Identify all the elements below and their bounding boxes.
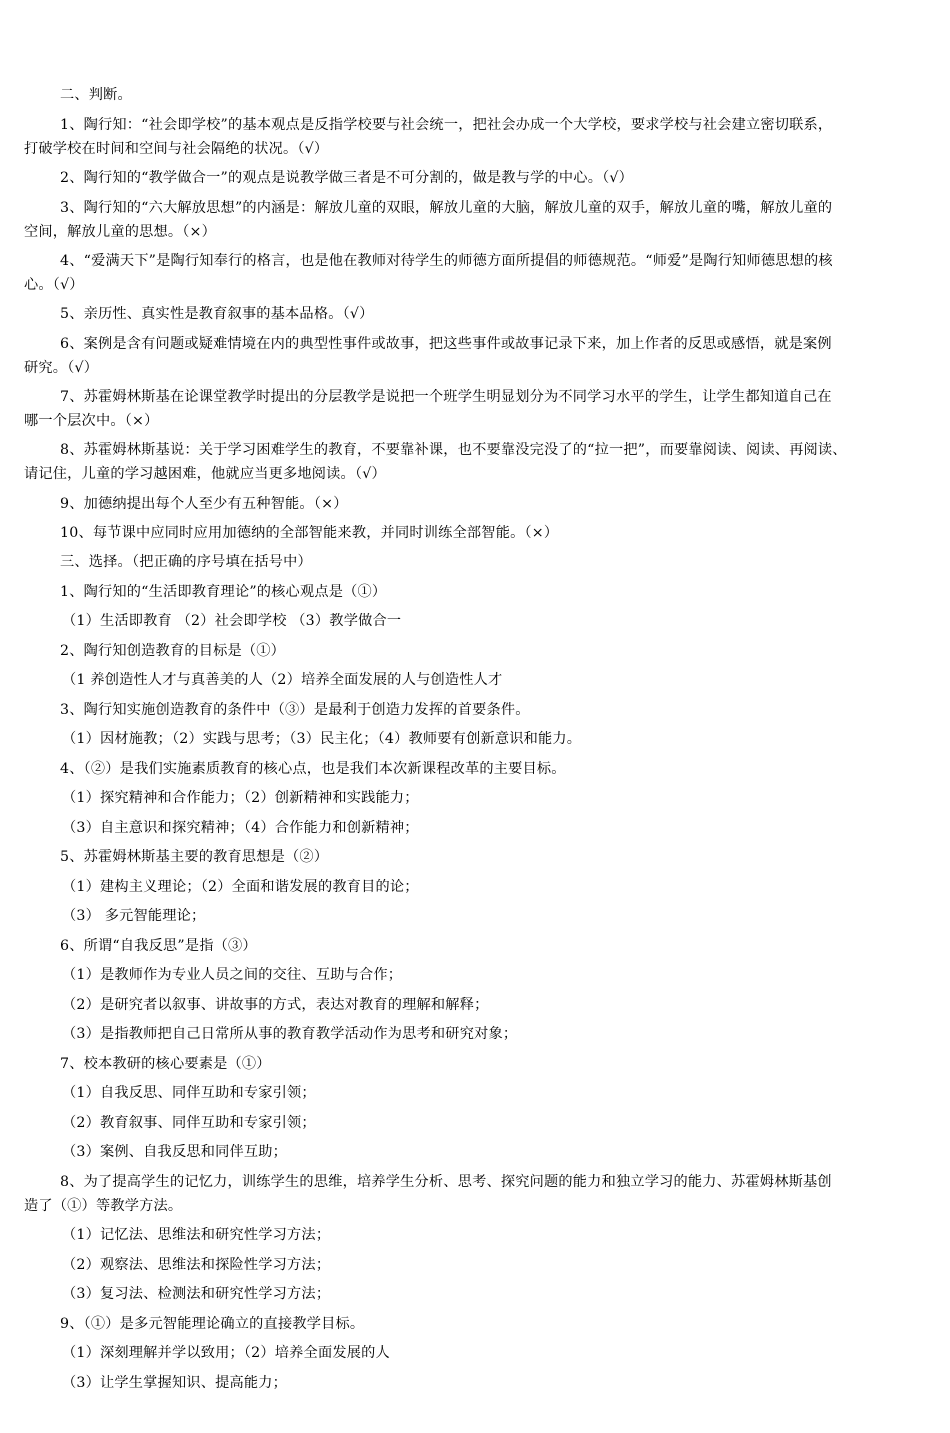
judgment-q6-line1: 6、案例是含有问题或疑难情境在内的典型性事件或故事，把这些事件或故事记录下来，加上作者的反思或感悟，就是案例 — [60, 336, 832, 352]
judgment-q6-line2: 研究。（√） — [24, 360, 99, 376]
judgment-q10: 10、每节课中应同时应用加德纳的全部智能来教，并同时训练全部智能。（×） — [60, 525, 559, 541]
choice-q4: 4、（②）是我们实施素质教育的核心点，也是我们本次新课程改革的主要目标。 — [60, 761, 566, 777]
judgment-q2: 2、陶行知的“教学做合一”的观点是说教学做三者是不可分割的，做是教与学的中心。（√） — [60, 170, 634, 186]
choice-q3: 3、陶行知实施创造教育的条件中（③）是最利于创造力发挥的首要条件。 — [60, 702, 530, 718]
judgment-q3-line1: 3、陶行知的“六大解放思想”的内涵是：解放儿童的双眼，解放儿童的大脑，解放儿童的双手，解放儿童的嘴，解放儿童的 — [60, 200, 833, 216]
choice-q9-options-a: （1）深刻理解并学以致用；（2）培养全面发展的人 — [62, 1345, 390, 1361]
judgment-q4-line1: 4、“爱满天下”是陶行知奉行的格言，也是他在教师对待学生的师德方面所提倡的师德规范。“师爱”是陶行知师德思想的核 — [60, 253, 833, 269]
judgment-q7-line1: 7、苏霍姆林斯基在论课堂教学时提出的分层教学是说把一个班学生明显划分为不同学习水平的学生，让学生都知道自己在 — [60, 389, 832, 405]
choice-q9-options-b: （3）让学生掌握知识、提高能力； — [62, 1375, 288, 1391]
choice-q6-option-3: （3）是指教师把自己日常所从事的教育教学活动作为思考和研究对象； — [62, 1026, 518, 1042]
judgment-heading: 二、判断。 — [60, 87, 132, 103]
judgment-q8-line2: 请记住，儿童的学习越困难，他就应当更多地阅读。（√） — [24, 466, 386, 482]
choice-q2-options: （1 养创造性人才与真善美的人（2）培养全面发展的人与创造性人才 — [62, 672, 503, 688]
choice-q1-options: （1）生活即教育 （2）社会即学校 （3）教学做合一 — [62, 613, 402, 629]
choice-q8-line1: 8、为了提高学生的记忆力，训练学生的思维，培养学生分析、思考、探究问题的能力和独立学习的能力、苏霍姆林斯基创 — [60, 1174, 832, 1190]
choice-q4-options-a: （1）探究精神和合作能力；（2）创新精神和实践能力； — [62, 790, 419, 806]
choice-q8-option-3: （3）复习法、检测法和研究性学习方法； — [62, 1286, 331, 1302]
judgment-q1-line1: 1、陶行知：“社会即学校”的基本观点是反指学校要与社会统一，把社会办成一个大学校，要求学校与社会建立密切联系， — [60, 117, 833, 133]
judgment-q7-line2: 哪一个层次中。（×） — [24, 413, 159, 429]
choice-q5: 5、苏霍姆林斯基主要的教育思想是（②） — [60, 849, 329, 865]
judgment-q4-line2: 心。（√） — [24, 277, 84, 293]
choice-q8-line2: 造了（①）等教学方法。 — [24, 1198, 183, 1214]
judgment-q8-line1: 8、苏霍姆林斯基说：关于学习困难学生的教育，不要靠补课，也不要靠没完没了的“拉一把”，而要靠阅读、阅读、再阅读、 — [60, 442, 847, 458]
judgment-q1-line2: 打破学校在时间和空间与社会隔绝的状况。（√） — [24, 141, 329, 157]
choice-q6: 6、所谓“自我反思”是指（③） — [60, 938, 257, 954]
choice-q2: 2、陶行知创造教育的目标是（①） — [60, 643, 286, 659]
choice-q6-option-2: （2）是研究者以叙事、讲故事的方式，表达对教育的理解和解释； — [62, 997, 489, 1013]
choice-q3-options: （1）因材施教；（2）实践与思考；（3）民主化；（4）教师要有创新意识和能力。 — [62, 731, 582, 747]
choice-q7: 7、校本教研的核心要素是（①） — [60, 1056, 271, 1072]
choice-q6-option-1: （1）是教师作为专业人员之间的交往、互助与合作； — [62, 967, 403, 983]
choice-q8-option-2: （2）观察法、思维法和探险性学习方法； — [62, 1257, 331, 1273]
judgment-q3-line2: 空间，解放儿童的思想。（×） — [24, 224, 217, 240]
choice-q5-options-b: （3） 多元智能理论； — [62, 908, 206, 924]
judgment-q5: 5、亲历性、真实性是教育叙事的基本品格。（√） — [60, 306, 374, 322]
choice-q9: 9、（①）是多元智能理论确立的直接教学目标。 — [60, 1316, 365, 1332]
choice-q7-option-1: （1）自我反思、同伴互助和专家引领； — [62, 1085, 316, 1101]
choice-q4-options-b: （3）自主意识和探究精神；（4）合作能力和创新精神； — [62, 820, 419, 836]
choice-heading: 三、选择。（把正确的序号填在括号中） — [60, 554, 312, 570]
choice-q5-options-a: （1）建构主义理论；（2）全面和谐发展的教育目的论； — [62, 879, 419, 895]
choice-q8-option-1: （1）记忆法、思维法和研究性学习方法； — [62, 1227, 331, 1243]
choice-q7-option-2: （2）教育叙事、同伴互助和专家引领； — [62, 1115, 316, 1131]
judgment-q9: 9、加德纳提出每个人至少有五种智能。（×） — [60, 496, 348, 512]
choice-q1: 1、陶行知的“生活即教育理论”的核心观点是（①） — [60, 584, 387, 600]
choice-q7-option-3: （3）案例、自我反思和同伴互助； — [62, 1144, 288, 1160]
